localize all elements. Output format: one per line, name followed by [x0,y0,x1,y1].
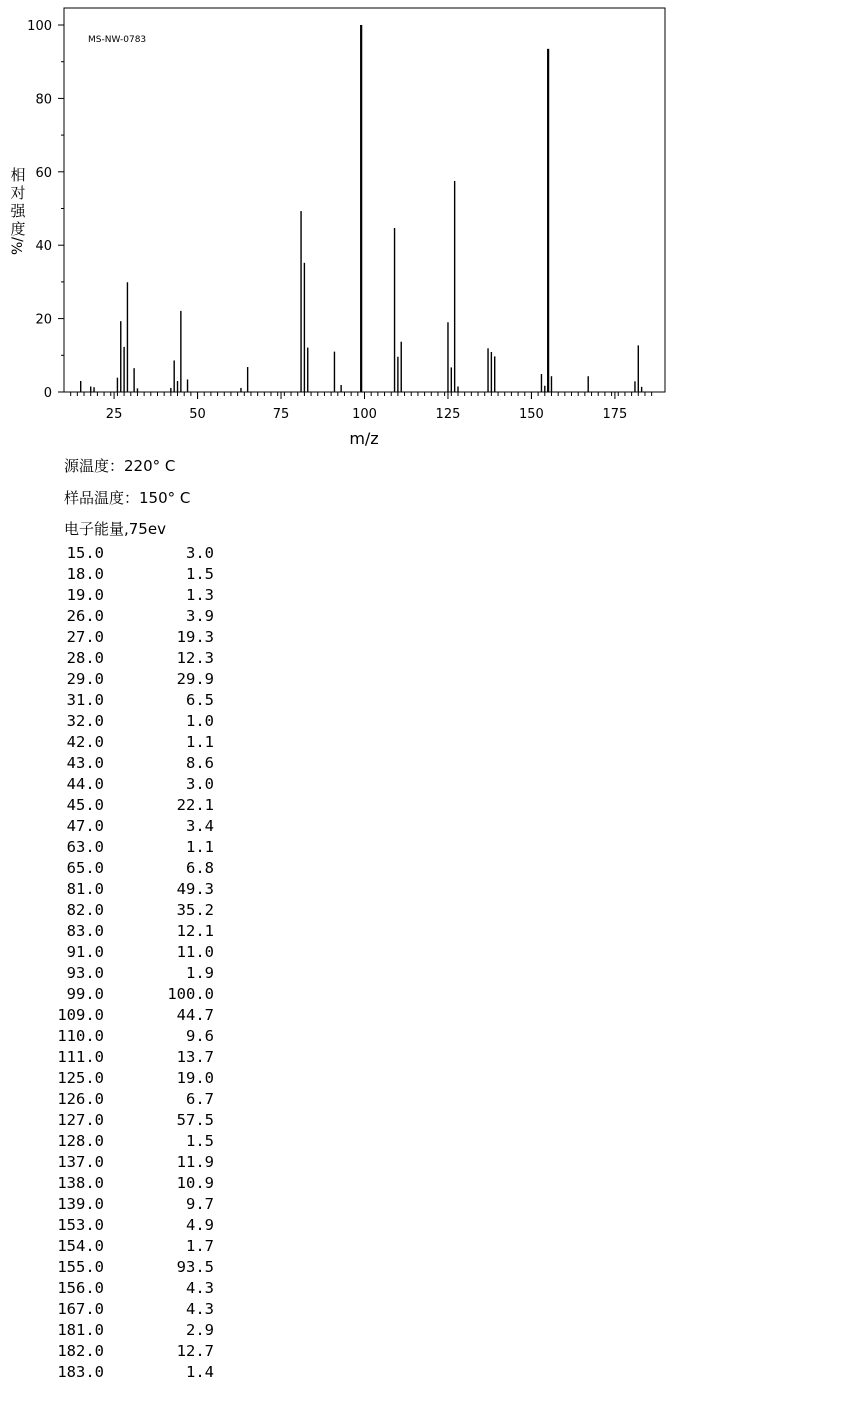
peak-bar [541,374,542,392]
mz-value: 43.0 [66,754,104,772]
y-axis-title [10,166,26,255]
x-tick-label: 75 [272,407,290,422]
mz-value: 125.0 [57,1069,104,1087]
sample-temperature: 样品温度：150° C [64,489,191,507]
mz-value: 32.0 [66,712,104,730]
peak-bar [170,388,171,392]
x-tick-label: 150 [519,407,544,422]
intensity-value: 6.8 [186,859,214,877]
peak-bar [401,342,402,392]
intensity-value: 1.5 [186,565,214,583]
mz-value: 29.0 [66,670,104,688]
mz-value: 82.0 [66,901,104,919]
intensity-value: 44.7 [176,1006,214,1024]
mass-spectrum-chart [0,0,850,460]
peak-bar [120,321,121,392]
peak-bar [247,367,248,392]
intensity-value: 8.6 [186,754,214,772]
intensity-value: 13.7 [176,1048,214,1066]
intensity-value: 6.7 [186,1090,214,1108]
mz-value: 42.0 [66,733,104,751]
y-axis-title-char-4: 度 [10,220,26,238]
x-tick-label: 25 [105,407,123,422]
sample-id-label: MS-NW-0783 [88,35,147,45]
y-axis-title-char-3: 强 [10,202,26,220]
intensity-value: 1.4 [186,1363,214,1381]
peak-bar [117,378,118,392]
peak-bar [588,376,589,392]
mz-value: 15.0 [66,544,104,562]
peak-bar [491,352,492,392]
peak-bar [127,282,128,392]
mz-value: 31.0 [66,691,104,709]
intensity-value: 35.2 [176,901,214,919]
mz-value: 18.0 [66,565,104,583]
intensity-value: 1.7 [186,1237,214,1255]
intensity-value: 49.3 [176,880,214,898]
intensity-value: 100.0 [167,985,214,1003]
intensity-value: 12.1 [176,922,214,940]
peak-bar [394,228,395,392]
mz-value: 47.0 [66,817,104,835]
intensity-value: 3.4 [186,817,214,835]
mz-value: 181.0 [57,1321,104,1339]
intensity-value: 3.9 [186,607,214,625]
mz-value: 183.0 [57,1363,104,1381]
intensity-value: 11.9 [176,1153,214,1171]
mz-value: 139.0 [57,1195,104,1213]
mz-value: 154.0 [57,1237,104,1255]
intensity-value: 1.1 [186,838,214,856]
peak-bar [177,381,178,392]
mz-value: 110.0 [57,1027,104,1045]
y-axis-ticks [27,19,64,401]
mz-value: 19.0 [66,586,104,604]
intensity-value: 10.9 [176,1174,214,1192]
peak-bar [123,347,124,392]
peak-bar [240,388,241,392]
intensity-value: 19.0 [176,1069,214,1087]
peak-bar [641,387,642,392]
mz-value: 109.0 [57,1006,104,1024]
mz-value: 81.0 [66,880,104,898]
peak-bar [454,181,455,392]
mz-value: 83.0 [66,922,104,940]
mz-value: 182.0 [57,1342,104,1360]
intensity-value: 3.0 [186,544,214,562]
intensity-value: 1.1 [186,733,214,751]
peak-bar [334,352,335,392]
intensity-value: 29.9 [176,670,214,688]
y-tick-label: 80 [35,92,52,108]
peak-bar [457,386,458,392]
peak-bar [634,381,635,392]
intensity-value: 9.7 [186,1195,214,1213]
mz-value: 111.0 [57,1048,104,1066]
peak-bar [360,25,362,392]
peak-bar [451,367,452,392]
x-tick-label: 125 [435,407,461,422]
intensity-value: 1.5 [186,1132,214,1150]
y-axis-title-char-1: 相 [10,166,26,184]
peak-bar [307,348,308,392]
peak-bar [544,386,545,392]
mz-value: 167.0 [57,1300,104,1318]
intensity-value: 1.0 [186,712,214,730]
mz-value: 126.0 [57,1090,104,1108]
y-tick-label: 60 [35,165,52,181]
mz-value: 138.0 [57,1174,104,1192]
intensity-value: 57.5 [176,1111,214,1129]
mz-value: 137.0 [57,1153,104,1171]
peak-bar [447,322,448,392]
peak-bar [304,263,305,392]
x-tick-label: 100 [352,407,377,422]
peak-bar [187,380,188,392]
y-tick-label: 100 [27,19,52,34]
mz-value: 127.0 [57,1111,104,1129]
peak-bar [494,356,495,392]
source-temperature: 源温度：220° C [64,457,176,475]
peak-bar [397,357,398,392]
intensity-value: 93.5 [176,1258,214,1276]
mz-value: 27.0 [66,628,104,646]
y-tick-label: 40 [35,239,52,255]
y-tick-label: 20 [35,312,52,328]
electron-energy: 电子能量,75ev [64,520,166,538]
peak-bar [90,386,91,392]
peak-bar [137,388,138,392]
intensity-value: 3.0 [186,775,214,793]
intensity-value: 1.9 [186,964,214,982]
x-tick-label: 175 [602,407,628,422]
x-tick-label: 50 [189,407,206,422]
peak-bar [180,311,181,392]
intensity-value: 4.3 [186,1279,214,1297]
mz-value: 93.0 [66,964,104,982]
peak-bar [80,381,81,392]
peak-bars [80,25,642,392]
intensity-value: 22.1 [176,796,214,814]
mz-value: 99.0 [66,985,104,1003]
x-axis-ticks [71,392,652,422]
intensity-value: 1.3 [186,586,214,604]
peak-bar [547,49,549,392]
intensity-value: 6.5 [186,691,214,709]
mz-value: 128.0 [57,1132,104,1150]
intensity-value: 2.9 [186,1321,214,1339]
y-axis-title-unit: %/ [10,236,26,256]
y-axis-title-char-2: 对 [10,184,26,202]
intensity-value: 19.3 [176,628,214,646]
mz-value: 156.0 [57,1279,104,1297]
peak-bar [300,211,301,392]
x-axis-title: m/z [349,429,379,448]
intensity-value: 12.7 [176,1342,214,1360]
peak-bar [93,387,94,392]
peak-bar [340,385,341,392]
peak-bar [638,345,639,392]
mz-value: 63.0 [66,838,104,856]
mz-value: 65.0 [66,859,104,877]
peak-bar [551,376,552,392]
mz-value: 28.0 [66,649,104,667]
intensity-value: 11.0 [176,943,214,961]
mz-value: 153.0 [57,1216,104,1234]
intensity-value: 12.3 [176,649,214,667]
mz-value: 155.0 [57,1258,104,1276]
mz-value: 26.0 [66,607,104,625]
peak-bar [173,360,174,392]
mz-value: 91.0 [66,943,104,961]
peak-bar [133,368,134,392]
y-tick-label: 0 [43,386,52,401]
plot-frame [64,8,665,392]
intensity-value: 4.3 [186,1300,214,1318]
intensity-value: 9.6 [186,1027,214,1045]
peak-bar [487,348,488,392]
mz-value: 44.0 [66,775,104,793]
intensity-value: 4.9 [186,1216,214,1234]
mz-value: 45.0 [66,796,104,814]
